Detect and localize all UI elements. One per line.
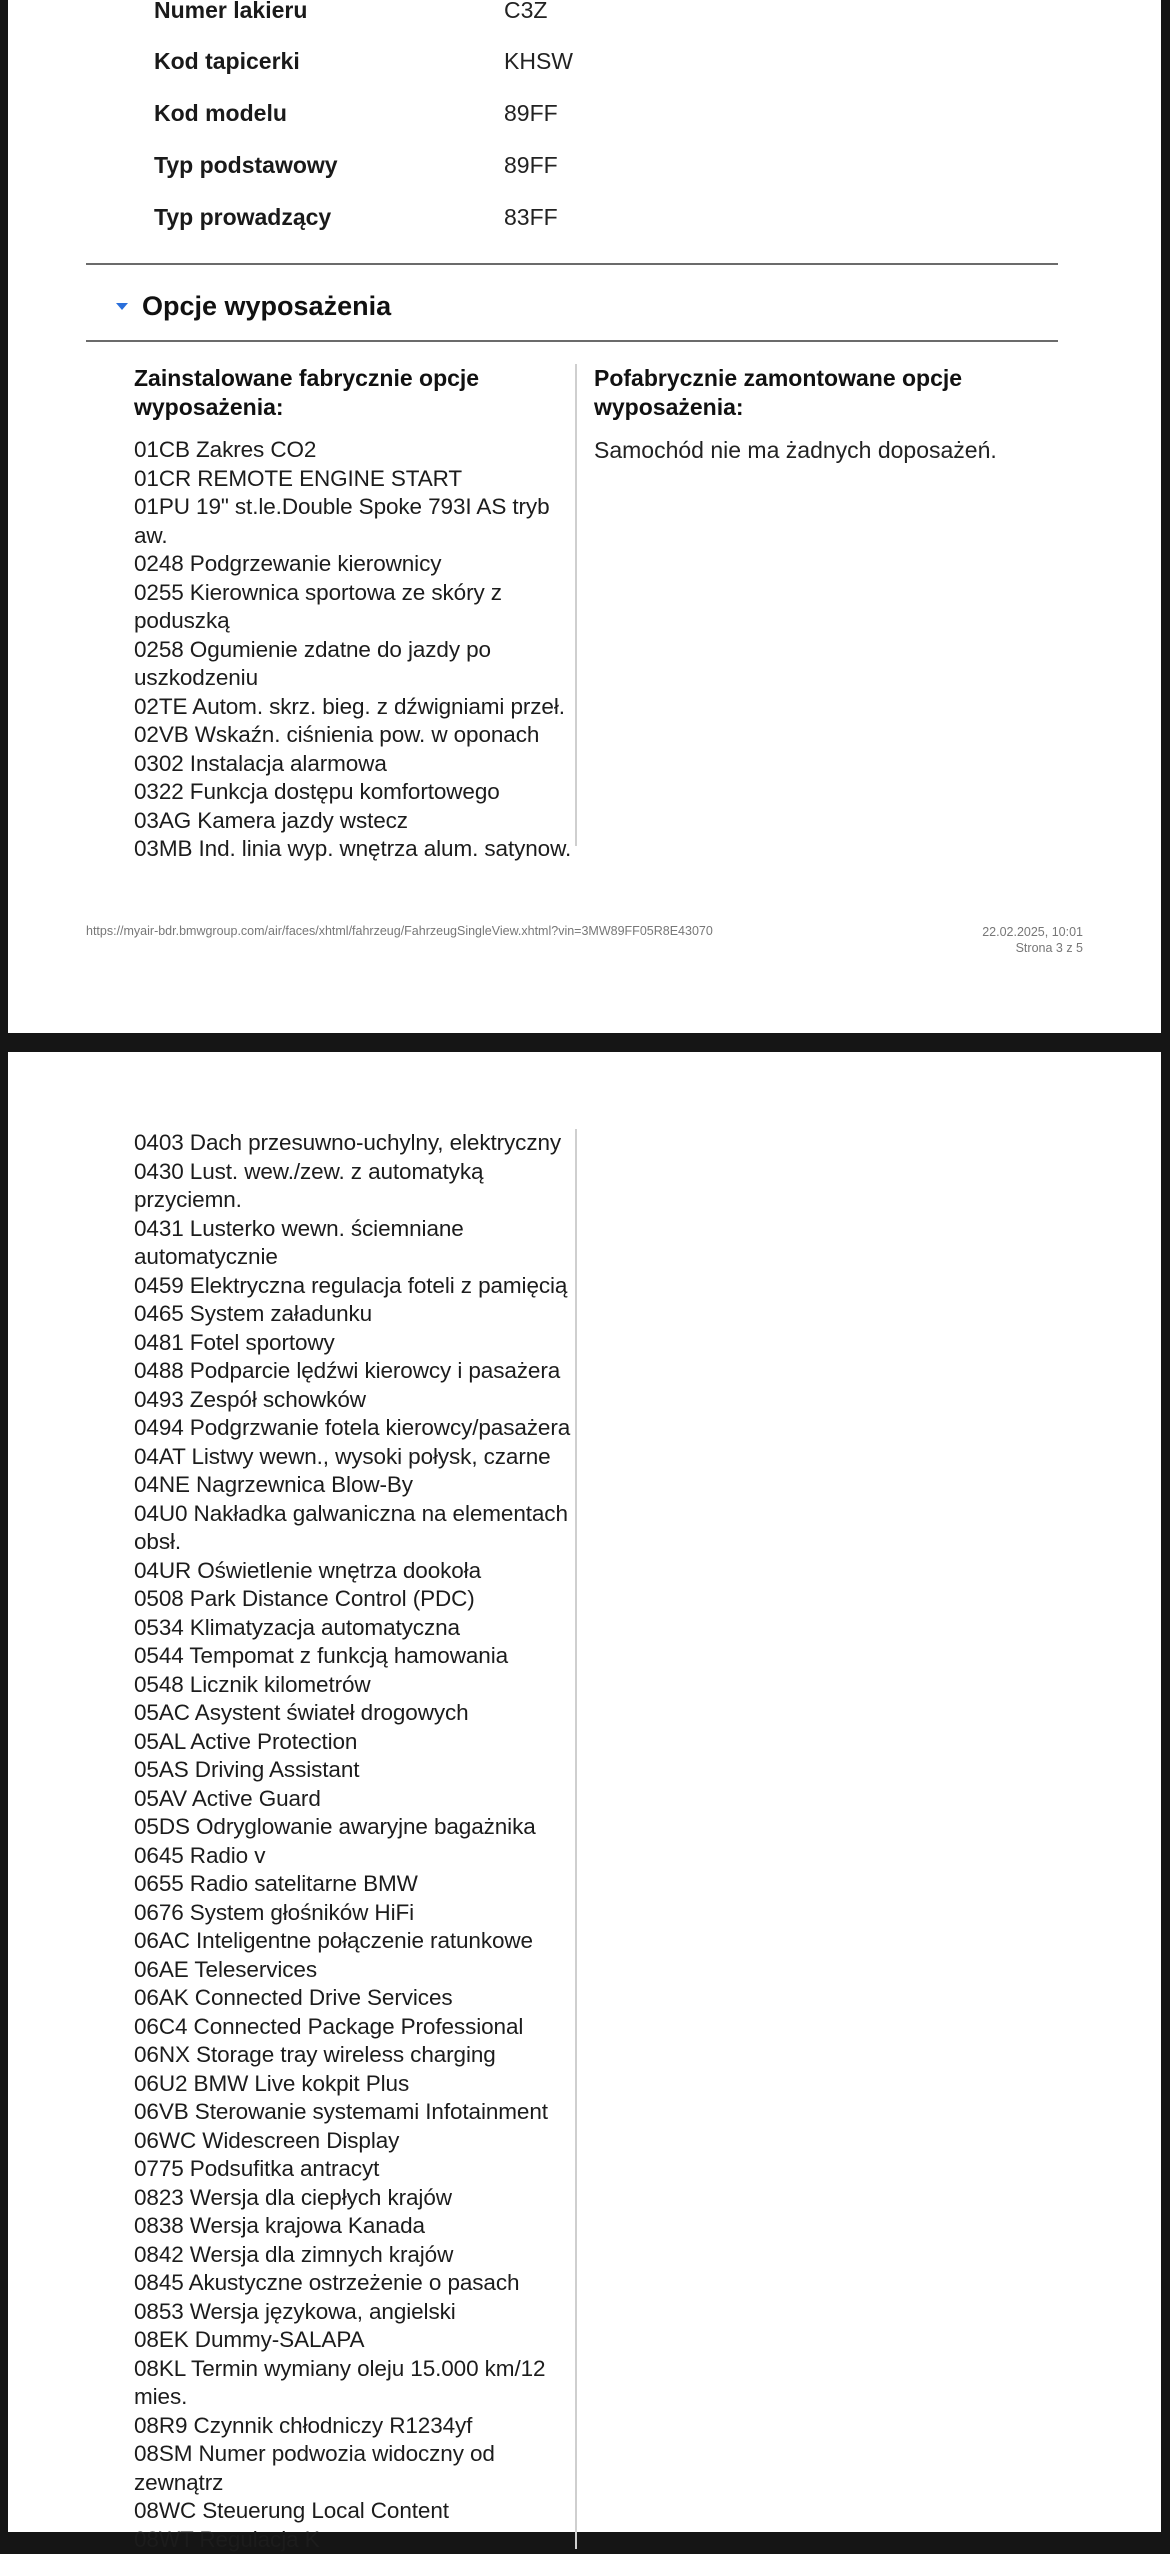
option-item: 06WC Widescreen Display xyxy=(134,2127,574,2156)
option-item: 08SM Numer podwozia widoczny od zewnątrz xyxy=(134,2440,574,2497)
spec-value: C3Z xyxy=(504,0,547,30)
divider-top xyxy=(86,263,1058,265)
spec-label: Typ prowadzący xyxy=(154,197,331,237)
option-item: 0258 Ogumienie zdatne do jazdy po uszkodzeniu xyxy=(134,636,574,693)
caret-down-icon[interactable] xyxy=(116,303,128,310)
equipment-section-header[interactable] xyxy=(116,284,391,328)
option-item: 0645 Radio v xyxy=(134,1842,574,1871)
option-item: 0494 Podgrzwanie fotela kierowcy/pasażera xyxy=(134,1414,574,1443)
option-item: 08WT Regulacja K xyxy=(134,2526,574,2554)
option-item: 06AK Connected Drive Services xyxy=(134,1984,574,2013)
spec-value: 83FF xyxy=(504,197,558,237)
option-item: 05AS Driving Assistant xyxy=(134,1756,574,1785)
option-item: 04AT Listwy wewn., wysoki połysk, czarne xyxy=(134,1443,574,1472)
option-item: 06VB Sterowanie systemami Infotainment xyxy=(134,2098,574,2127)
option-item: 01CB Zakres CO2 xyxy=(134,436,574,465)
option-item: 0842 Wersja dla zimnych krajów xyxy=(134,2241,574,2270)
option-item: 0823 Wersja dla ciepłych krajów xyxy=(134,2184,574,2213)
spec-label: Typ podstawowy xyxy=(154,145,338,185)
option-item: 06U2 BMW Live kokpit Plus xyxy=(134,2070,574,2099)
factory-options-list-continued xyxy=(134,1129,574,2554)
option-item: 0845 Akustyczne ostrzeżenie o pasach xyxy=(134,2269,574,2298)
option-item: 03MB Ind. linia wyp. wnętrza alum. satynow. xyxy=(134,835,574,864)
footer-datetime: 22.02.2025, 10:01 xyxy=(982,924,1083,940)
option-item: 0548 Licznik kilometrów xyxy=(134,1671,574,1700)
spec-value: 89FF xyxy=(504,93,558,133)
option-item: 0508 Park Distance Control (PDC) xyxy=(134,1585,574,1614)
spec-value: 89FF xyxy=(504,145,558,185)
spec-label: Numer lakieru xyxy=(154,0,307,30)
divider-bottom xyxy=(86,340,1058,342)
option-item: 05DS Odryglowanie awaryjne bagażnika xyxy=(134,1813,574,1842)
option-item: 02TE Autom. skrz. bieg. z dźwigniami przeł. xyxy=(134,693,574,722)
option-item: 02VB Wskaźn. ciśnienia pow. w oponach xyxy=(134,721,574,750)
option-item: 0431 Lusterko wewn. ściemniane automatycznie xyxy=(134,1215,574,1272)
option-item: 08WC Steuerung Local Content xyxy=(134,2497,574,2526)
option-item: 05AV Active Guard xyxy=(134,1785,574,1814)
option-item: 0465 System załadunku xyxy=(134,1300,574,1329)
spec-label: Kod tapicerki xyxy=(154,41,300,81)
section-title: Opcje wyposażenia xyxy=(142,291,391,322)
option-item: 0493 Zespół schowków xyxy=(134,1386,574,1415)
option-item: 0853 Wersja językowa, angielski xyxy=(134,2298,574,2327)
spec-label: Kod modelu xyxy=(154,93,287,133)
column-divider xyxy=(575,1129,577,2549)
option-item: 08R9 Czynnik chłodniczy R1234yf xyxy=(134,2412,574,2441)
option-item: 0302 Instalacja alarmowa xyxy=(134,750,574,779)
footer-meta xyxy=(982,924,1083,956)
option-item: 06AC Inteligentne połączenie ratunkowe xyxy=(134,1927,574,1956)
retrofit-options-heading: Pofabrycznie zamontowane opcje wyposażenia: xyxy=(594,364,1034,422)
option-item: 0322 Funkcja dostępu komfortowego xyxy=(134,778,574,807)
option-item: 0544 Tempomat z funkcją hamowania xyxy=(134,1642,574,1671)
option-item: 0459 Elektryczna regulacja foteli z pamięcią xyxy=(134,1272,574,1301)
option-item: 04UR Oświetlenie wnętrza dookoła xyxy=(134,1557,574,1586)
option-item: 0534 Klimatyzacja automatyczna xyxy=(134,1614,574,1643)
factory-options-list xyxy=(134,436,574,864)
option-item: 01PU 19" st.le.Double Spoke 793I AS tryb aw. xyxy=(134,493,574,550)
option-item: 0403 Dach przesuwno-uchylny, elektryczny xyxy=(134,1129,574,1158)
option-item: 04U0 Nakładka galwaniczna na elementach obsł. xyxy=(134,1500,574,1557)
option-item: 08EK Dummy-SALAPA xyxy=(134,2326,574,2355)
footer-page-info: Strona 3 z 5 xyxy=(982,940,1083,956)
factory-options-heading: Zainstalowane fabrycznie opcje wyposażenia: xyxy=(134,364,564,422)
spec-value: KHSW xyxy=(504,41,573,81)
document-page-3 xyxy=(8,0,1161,1033)
option-item: 04NE Nagrzewnica Blow-By xyxy=(134,1471,574,1500)
option-item: 06NX Storage tray wireless charging xyxy=(134,2041,574,2070)
column-divider xyxy=(575,364,577,846)
option-item: 01CR REMOTE ENGINE START xyxy=(134,465,574,494)
retrofit-note: Samochód nie ma żadnych doposażeń. xyxy=(594,436,997,465)
option-item: 0775 Podsufitka antracyt xyxy=(134,2155,574,2184)
option-item: 06AE Teleservices xyxy=(134,1956,574,1985)
option-item: 08KL Termin wymiany oleju 15.000 km/12 mies. xyxy=(134,2355,574,2412)
option-item: 0248 Podgrzewanie kierownicy xyxy=(134,550,574,579)
footer-url[interactable]: https://myair-bdr.bmwgroup.com/air/faces/xhtml/fahrzeug/FahrzeugSingleView.xhtml?vin=3MW89FF05R8E43070 xyxy=(86,924,713,938)
option-item: 0255 Kierownica sportowa ze skóry z poduszką xyxy=(134,579,574,636)
option-item: 0488 Podparcie lędźwi kierowcy i pasażera xyxy=(134,1357,574,1386)
option-item: 0481 Fotel sportowy xyxy=(134,1329,574,1358)
option-item: 0655 Radio satelitarne BMW xyxy=(134,1870,574,1899)
option-item: 06C4 Connected Package Professional xyxy=(134,2013,574,2042)
option-item: 0676 System głośników HiFi xyxy=(134,1899,574,1928)
document-page-4 xyxy=(8,1052,1161,2532)
option-item: 0430 Lust. wew./zew. z automatyką przyciemn. xyxy=(134,1158,574,1215)
option-item: 05AL Active Protection xyxy=(134,1728,574,1757)
option-item: 03AG Kamera jazdy wstecz xyxy=(134,807,574,836)
option-item: 05AC Asystent świateł drogowych xyxy=(134,1699,574,1728)
option-item: 0838 Wersja krajowa Kanada xyxy=(134,2212,574,2241)
